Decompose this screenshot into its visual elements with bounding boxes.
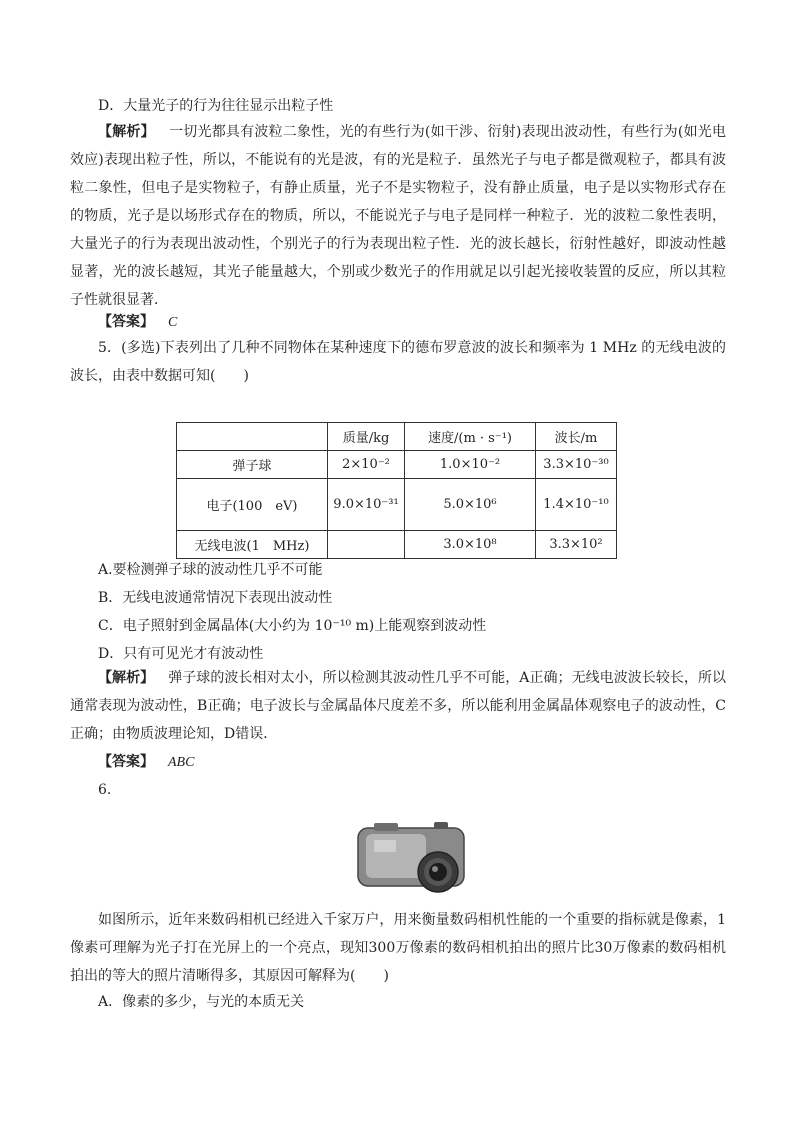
table-cell: 2×10⁻² — [328, 451, 405, 479]
table-row — [177, 479, 617, 531]
q5-analysis — [70, 664, 726, 748]
q4-answer-value: C — [168, 315, 178, 330]
table-header-cell — [177, 423, 328, 451]
table-row — [177, 531, 617, 559]
q5-answer-tag: 【答案】 — [98, 754, 154, 770]
table-header-cell: 质量/kg — [328, 423, 405, 451]
q4-analysis-tag: 【解析】 — [98, 124, 155, 140]
table-header-cell: 速度/(m · s⁻¹) — [405, 423, 536, 451]
q4-option-d: D．大量光子的行为往往显示出粒子性 — [98, 98, 334, 114]
q6-stem: 如图所示，近年来数码相机已经进入千家万户，用来衡量数码相机性能的一个重要的指标就是像素，1像素可理解为光子打在光屏上的一个亮点，现知300万像素的数码相机拍出的照片比30万像素的数码相机拍出的等大的照片清晰得多，其原因可解释为( ) — [70, 912, 726, 984]
q4-analysis — [70, 118, 726, 314]
table-cell: 电子(100 eV) — [177, 479, 328, 531]
q5-option-c: C．电子照射到金属晶体(大小约为 10⁻¹⁰ m)上能观察到波动性 — [98, 618, 487, 634]
q5-option-b: B．无线电波通常情况下表现出波动性 — [98, 590, 333, 606]
q4-answer — [98, 312, 177, 333]
table-cell: 3.3×10⁻³⁰ — [536, 451, 617, 479]
wavelength-table — [176, 422, 617, 559]
q6-number: 6. — [98, 782, 112, 798]
q5-answer — [98, 752, 194, 773]
table-cell — [328, 531, 405, 559]
q5-option-a: A.要检测弹子球的波动性几乎不可能 — [98, 562, 323, 578]
q5-analysis-tag: 【解析】 — [98, 670, 155, 686]
q6-option-a: A．像素的多少，与光的本质无关 — [98, 994, 305, 1010]
table-header-row — [177, 423, 617, 451]
q5-analysis-text: 弹子球的波长相对太小，所以检测其波动性几乎不可能，A正确；无线电波波长较长，所以通常表现为波动性，B正确；电子波长与金属晶体尺度差不多，所以能利用金属晶体观察电子的波动性，C正确；由物质波理论知，D错误． — [70, 670, 726, 742]
table-cell: 3.3×10² — [536, 531, 617, 559]
table-cell: 3.0×10⁸ — [405, 531, 536, 559]
q4-analysis-text: 一切光都具有波粒二象性，光的有些行为(如干涉、衍射)表现出波动性，有些行为(如光电效应)表现出粒子性，所以，不能说有的光是波，有的光是粒子．虽然光子与电子都是微观粒子，都具有波粒二象性，但电子是实物粒子，有静止质量，光子不是实物粒子，没有静止质量，电子是以实物形式存在的物质，光子是以场形式存在的物质，所以，不能说光子与电子是同样一种粒子．光的波粒二象性表明，大量光子的行为表现出波动性，个别光子的行为表现出粒子性．光的波长越长，衍射性越好，即波动性越显著，光的波长越短，其光子能量越大，个别或少数光子的作用就足以引起光接收装置的反应，所以其粒子性就很显著． — [70, 124, 726, 308]
digital-camera-icon — [354, 818, 472, 894]
table-header-cell: 波长/m — [536, 423, 617, 451]
q5-answer-value: ABC — [168, 755, 195, 770]
table-cell: 无线电波(1 MHz) — [177, 531, 328, 559]
table-row — [177, 451, 617, 479]
table-cell: 1.4×10⁻¹⁰ — [536, 479, 617, 531]
q5-option-d: D．只有可见光才有波动性 — [98, 646, 264, 662]
q5-stem: 5．(多选)下表列出了几种不同物体在某种速度下的德布罗意波的波长和频率为 1 MHz 的无线电波的波长，由表中数据可知( ) — [70, 340, 726, 384]
q4-answer-tag: 【答案】 — [98, 314, 154, 330]
table-cell: 9.0×10⁻³¹ — [328, 479, 405, 531]
table-cell: 1.0×10⁻² — [405, 451, 536, 479]
table-cell: 弹子球 — [177, 451, 328, 479]
table-cell: 5.0×10⁶ — [405, 479, 536, 531]
